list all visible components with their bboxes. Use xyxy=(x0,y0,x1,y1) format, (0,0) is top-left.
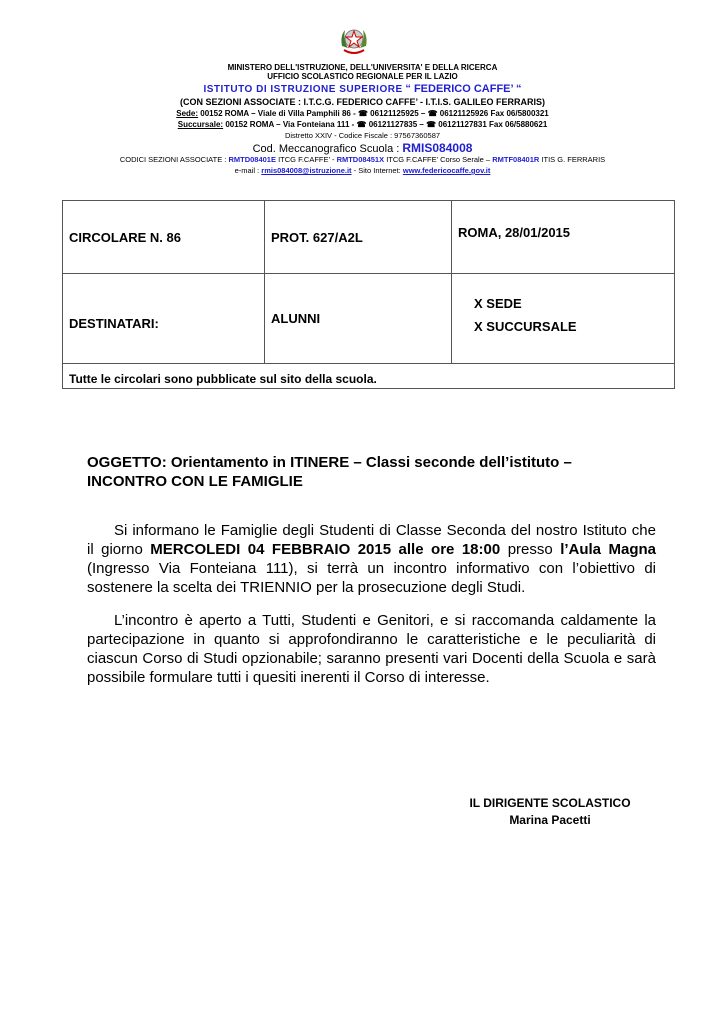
subject-line-2: INCONTRO CON LE FAMIGLIE xyxy=(87,473,303,490)
distretto-line: Distretto XXIV - Codice Fiscale : 97567360587 xyxy=(284,131,441,140)
succursale-line xyxy=(0,120,725,129)
circular-date: ROMA, 28/01/2015 xyxy=(452,201,675,274)
ministry-line: MINISTERO DELL'ISTRUZIONE, DELL'UNIVERSITA' E DELLA RICERCA xyxy=(227,63,498,72)
protocol-number: PROT. 627/A2L xyxy=(265,201,452,274)
paragraph-2: L’incontro è aperto a Tutti, Studenti e Genitori, e si raccomanda caldamente la partecipazione in quanto si approfondiranno le caratteristiche e le peculiarità di ciascun Corso di Studi opzionabile; saranno presenti vari Docenti della Scuola e sarà possibile formulare tutti i quesiti inerenti il Corso di interesse. xyxy=(87,612,656,686)
codici-line xyxy=(0,155,725,164)
p1-rest: (Ingresso Via Fonteiana 111), si terrà un incontro informativo con l’obiettivo di sostenere la scelta dei TRIENNIO per la prosecuzione degli Studi. xyxy=(87,560,656,596)
site-link[interactable]: www.federicocaffe.gov.it xyxy=(402,166,491,175)
institute-title xyxy=(0,83,725,95)
office-line: UFFICIO SCOLASTICO REGIONALE PER IL LAZIO xyxy=(267,72,458,81)
dest-locations xyxy=(452,274,675,364)
sede-line xyxy=(0,109,725,118)
sede-label: Sede: xyxy=(176,109,199,118)
succursale-label: Succursale: xyxy=(177,120,224,129)
contacts-line xyxy=(0,166,725,175)
code1-desc: ITCG F.CAFFE’ - xyxy=(278,155,335,164)
p1-date: MERCOLEDI 04 FEBBRAIO 2015 alle ore 18:00 xyxy=(150,541,501,558)
italian-republic-emblem xyxy=(339,24,369,58)
code3: RMTF08401R xyxy=(492,155,540,164)
site-label: - Sito Internet: xyxy=(353,166,401,175)
code2-desc: ITCG F.CAFFE’ Corso Serale – xyxy=(386,155,491,164)
circular-table xyxy=(62,200,675,389)
institute-prefix: ISTITUTO DI ISTRUZIONE SUPERIORE xyxy=(203,84,403,95)
email-link[interactable]: rmis084008@istruzione.it xyxy=(261,166,352,175)
dest-succursale: X SUCCURSALE xyxy=(474,319,577,334)
dest-value: ALUNNI xyxy=(265,274,452,364)
publication-note: Tutte le circolari sono pubblicate sul sito della scuola. xyxy=(63,364,675,389)
p1-intro: Si informano le Famiglie degli Studenti di Classe Seconda del nostro Istituto che il giorno xyxy=(87,522,656,558)
cod-value: RMIS084008 xyxy=(402,141,473,155)
dest-sede: X SEDE xyxy=(474,296,522,311)
email-label: e-mail : xyxy=(234,166,260,175)
code1: RMTD08401E xyxy=(228,155,276,164)
succursale-text: 00152 ROMA – Via Fonteiana 111 - ☎ 06121127835 – ☎ 06121127831 Fax 06/5880621 xyxy=(225,120,548,129)
dest-label: DESTINATARI: xyxy=(63,274,265,364)
codici-label: CODICI SEZIONI ASSOCIATE : xyxy=(119,155,227,164)
cod-mecc-line xyxy=(0,141,725,155)
p1-place: l’Aula Magna xyxy=(560,541,656,558)
code3-desc: ITIS G. FERRARIS xyxy=(541,155,606,164)
p1-presso: presso xyxy=(507,541,553,558)
signature-title: IL DIRIGENTE SCOLASTICO xyxy=(469,796,631,810)
paragraph-1 xyxy=(87,521,656,597)
signature-block xyxy=(440,795,660,829)
subject-block xyxy=(87,453,647,491)
subject-line-1: OGGETTO: Orientamento in ITINERE – Classi seconde dell’istituto – xyxy=(87,454,572,471)
circolare-number: CIRCOLARE N. 86 xyxy=(63,201,265,274)
sections-line: (CON SEZIONI ASSOCIATE : I.T.C.G. FEDERICO CAFFE’ - I.T.I.S. GALILEO FERRARIS) xyxy=(179,97,545,107)
signature-name: Marina Pacetti xyxy=(509,813,591,827)
sede-text: 00152 ROMA – Viale di Villa Pamphili 86 - ☎ 06121125925 – ☎ 06121125926 Fax 06/5800321 xyxy=(200,109,549,118)
institute-name: “ FEDERICO CAFFE’ “ xyxy=(405,83,522,95)
cod-label: Cod. Meccanografico Scuola : xyxy=(252,143,400,155)
code2: RMTD08451X xyxy=(336,155,385,164)
